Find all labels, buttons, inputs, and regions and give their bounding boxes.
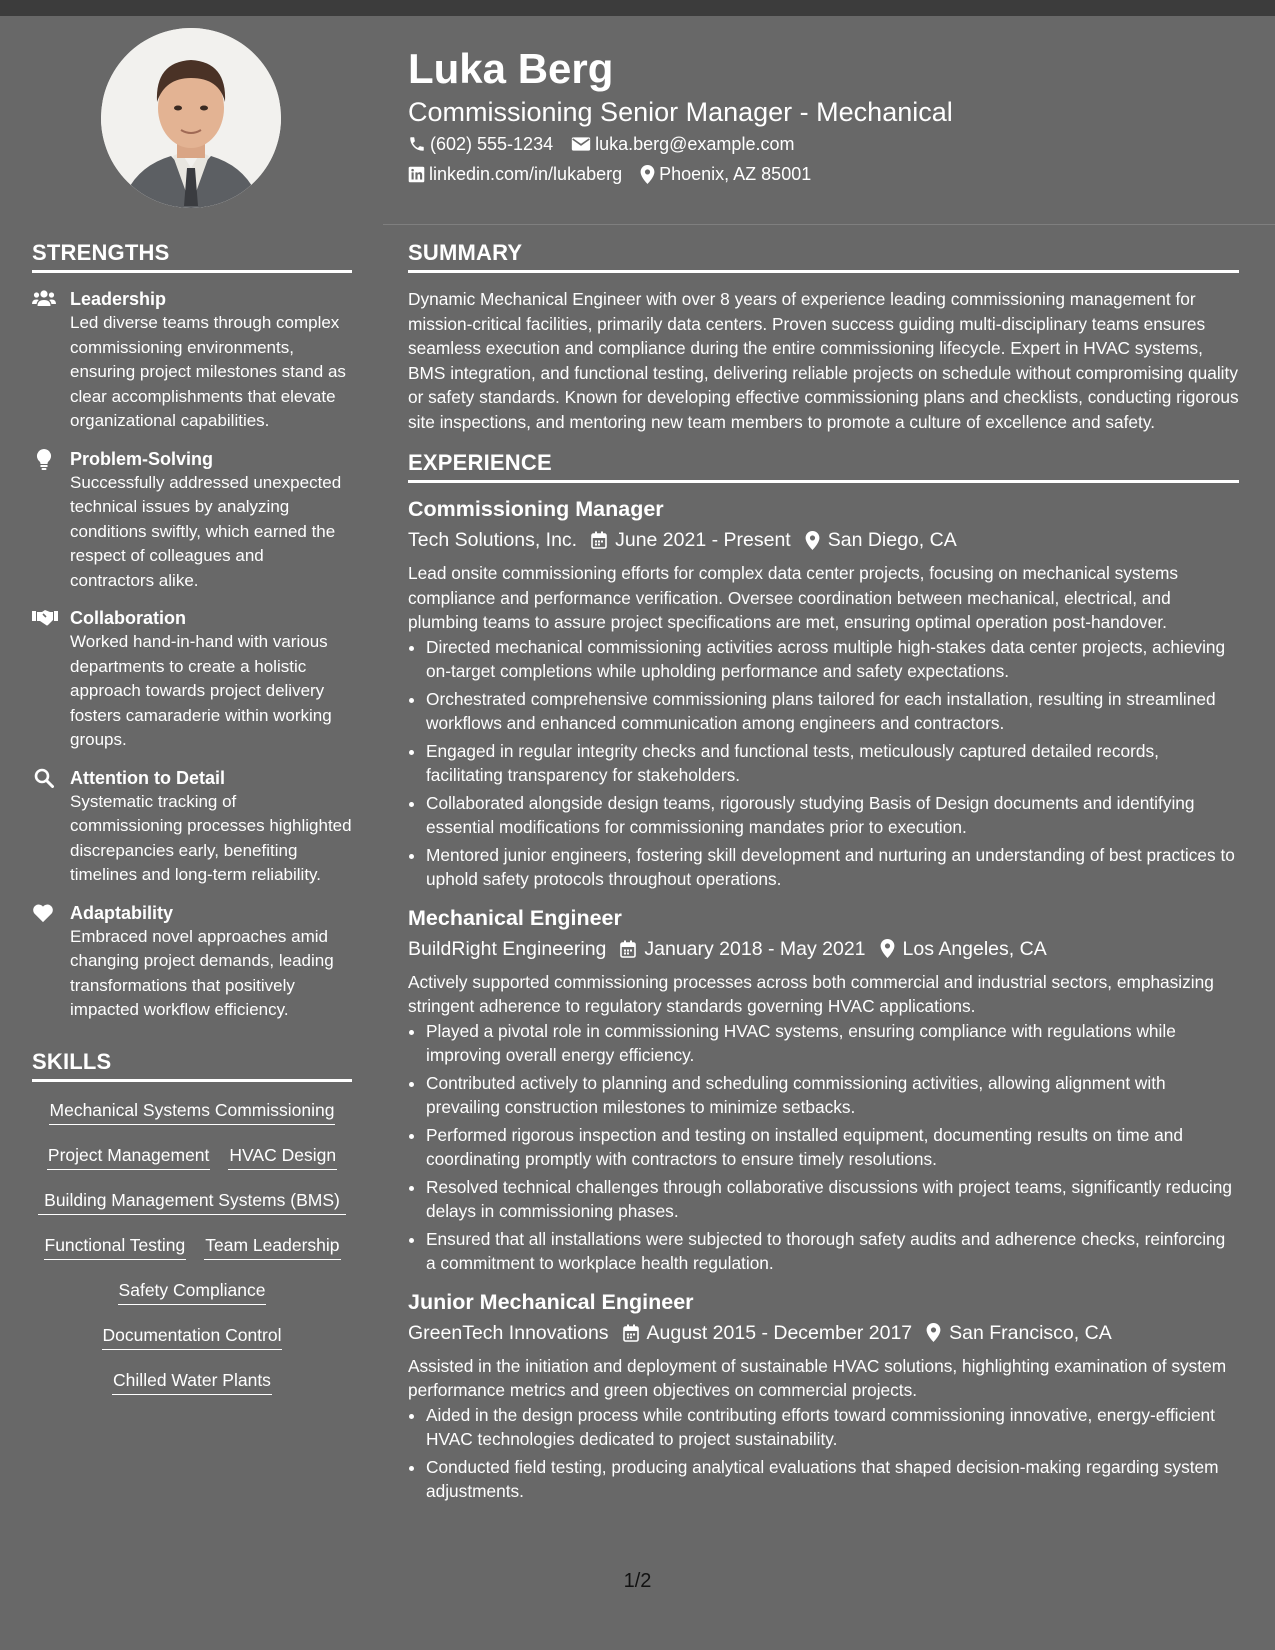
strength-desc: Successfully addressed unexpected technical issues by analyzing conditions swiftly, which earned the respect of colleagues and contractors alike.	[70, 472, 342, 590]
header-divider	[383, 224, 1275, 225]
summary-heading: SUMMARY	[408, 240, 1239, 273]
list-item: • Played a pivotal role in commissioning HVAC systems, ensuring compliance with regulations while improving overall energy efficiency.	[426, 1019, 1239, 1068]
strength-item	[32, 447, 352, 594]
strength-desc: Embraced novel approaches amid changing project demands, leading transformations that positively impacted workflow efficiency.	[70, 926, 334, 1019]
map-pin-icon	[926, 1323, 941, 1342]
job-dates: August 2015 - December 2017	[646, 1321, 913, 1344]
job-bullets	[408, 1403, 1239, 1504]
job-role: Commissioning Manager	[408, 497, 664, 521]
contact-row-2	[408, 162, 829, 186]
job-meta	[408, 934, 1239, 964]
job-description: Assisted in the initiation and deployment of sustainable HVAC solutions, highlighting examination of system performance metrics and green objectives on commercial projects.	[408, 1355, 1227, 1400]
skill-tag: Team Leadership	[204, 1233, 340, 1260]
list-item: • Aided in the design process while contributing efforts toward commissioning innovative, energy-efficient HVAC technologies dedicated to project sustainability.	[426, 1403, 1239, 1452]
job-location: Los Angeles, CA	[902, 937, 1047, 960]
job-company: BuildRight Engineering	[408, 937, 607, 960]
job-location: San Francisco, CA	[949, 1321, 1112, 1344]
location-contact	[640, 162, 811, 186]
skill-tag: Functional Testing	[44, 1233, 187, 1260]
job-company: Tech Solutions, Inc.	[408, 529, 578, 551]
strength-item	[32, 901, 352, 1023]
skill-tag: Documentation Control	[102, 1323, 283, 1350]
job-location: San Diego, CA	[827, 529, 957, 551]
linkedin-icon	[408, 166, 425, 183]
job-description: Actively supported commissioning processes across both commercial and industrial sectors, emphasizing stringent adherence to regulatory standards governing HVAC applications.	[408, 971, 1214, 1016]
strength-item	[32, 606, 352, 753]
job-meta	[408, 1318, 1239, 1348]
job-description: Lead onsite commissioning efforts for complex data center projects, focusing on mechanical systems compliance and performance verification. Oversee coordination between mechanical, electrical, and plumbing teams to assure project specifications are met, ensuring optimal operation post-handover.	[408, 563, 1179, 632]
skill-tag: Building Management Systems (BMS)	[38, 1188, 346, 1215]
job-title: Commissioning Senior Manager - Mechanical	[408, 97, 953, 127]
map-pin-icon	[880, 939, 895, 958]
skills-list	[32, 1098, 352, 1395]
linkedin-text[interactable]: linkedin.com/in/lukaberg	[429, 164, 623, 184]
contact-row-1	[408, 132, 812, 156]
email-contact[interactable]	[571, 132, 794, 156]
list-item: • Directed mechanical commissioning activities across multiple high-stakes data center projects, achieving on-target completions while upholding performance and safety expectations.	[426, 635, 1239, 684]
linkedin-contact[interactable]	[408, 162, 622, 186]
list-item: • Engaged in regular integrity checks and functional tests, meticulously captured detailed records, facilitating transparency for stakeholders.	[426, 739, 1239, 788]
phone-contact	[408, 132, 553, 156]
candidate-name: Luka Berg	[408, 45, 614, 92]
strength-title: Problem-Solving	[70, 448, 214, 469]
map-pin-icon	[640, 165, 655, 184]
strength-title: Leadership	[70, 289, 167, 309]
job-role: Mechanical Engineer	[408, 905, 622, 930]
list-item: • Orchestrated comprehensive commissioning plans tailored for each installation, resulting in streamlined workflows and enhanced communication among engineers and contractors.	[426, 687, 1239, 736]
calendar-icon	[623, 1324, 639, 1342]
job-entry	[408, 1288, 1239, 1504]
top-bar	[0, 0, 1275, 16]
list-item: • Collaborated alongside design teams, rigorously studying Basis of Design documents and identifying essential modifications for commissioning mandates prior to execution.	[426, 791, 1239, 840]
strength-desc: Systematic tracking of commissioning processes highlighted discrepancies early, benefiting timelines and long-term reliability.	[70, 791, 352, 884]
page-number: 1/2	[623, 1570, 652, 1592]
phone-icon	[408, 135, 426, 153]
strength-desc: Led diverse teams through complex commissioning environments, ensuring project milestones stand as clear accomplishments that elevate organizational capabilities.	[70, 313, 346, 430]
envelope-icon	[571, 136, 591, 152]
skill-tag: HVAC Design	[228, 1143, 337, 1170]
right-column	[408, 240, 1239, 1516]
profile-photo	[101, 28, 281, 208]
lightbulb-icon	[34, 449, 54, 471]
job-dates: January 2018 - May 2021	[644, 937, 866, 960]
location-text: Phoenix, AZ 85001	[659, 164, 812, 184]
strength-item	[32, 766, 352, 888]
job-dates: June 2021 - Present	[615, 529, 791, 551]
strength-item	[32, 287, 352, 434]
skill-tag: Mechanical Systems Commissioning	[49, 1098, 336, 1125]
calendar-icon	[620, 940, 636, 958]
strength-title: Attention to Detail	[70, 767, 225, 788]
email-text[interactable]: luka.berg@example.com	[595, 134, 795, 154]
skill-tag: Safety Compliance	[118, 1278, 267, 1305]
skill-tag: Chilled Water Plants	[112, 1368, 272, 1395]
strength-title: Adaptability	[70, 902, 174, 923]
search-icon	[34, 768, 54, 788]
list-item: • Mentored junior engineers, fostering skill development and nurturing an understanding of best practices to uphold safety protocols throughout operations.	[426, 843, 1239, 892]
calendar-icon	[591, 531, 607, 549]
job-entry	[408, 904, 1239, 1276]
skills-heading: SKILLS	[32, 1049, 352, 1082]
map-pin-icon	[805, 531, 820, 550]
heart-icon	[32, 903, 54, 923]
summary-text: Dynamic Mechanical Engineer with over 8 years of experience leading commissioning management for mission-critical facilities, primarily data centers. Proven success guiding multi-disciplinary teams ensures seamless execution and compliance during the entire commissioning lifecycle. Expert in HVAC systems, BMS integration, and functional testing, delivering reliable projects on schedule without compromising quality or safety standards. Known for developing effective commissioning plans and checklists, conducting rigorous site inspections, and mentoring new team members to promote a culture of excellence and safety.	[408, 289, 1239, 432]
job-company: GreenTech Innovations	[408, 1321, 609, 1344]
job-meta	[408, 525, 1239, 555]
strengths-heading: STRENGTHS	[32, 240, 352, 273]
job-bullets	[408, 1019, 1239, 1276]
job-entry	[408, 495, 1239, 892]
left-column	[32, 240, 352, 1395]
handshake-icon	[32, 608, 58, 626]
phone-text: (602) 555-1234	[430, 134, 554, 154]
job-bullets	[408, 635, 1239, 892]
list-item: • Performed rigorous inspection and testing on installed equipment, documenting results on time and coordinating promptly with contractors to ensure timely resolutions.	[426, 1123, 1239, 1172]
list-item: • Conducted field testing, producing analytical evaluations that shaped decision-making regarding system adjustments.	[426, 1455, 1239, 1504]
experience-heading: EXPERIENCE	[408, 450, 1239, 483]
job-role: Junior Mechanical Engineer	[408, 1289, 694, 1314]
strength-title: Collaboration	[70, 608, 186, 628]
users-icon	[32, 289, 56, 307]
list-item: • Ensured that all installations were subjected to thorough safety audits and adherence checks, reinforcing a commitment to workplace health regulation.	[426, 1227, 1239, 1276]
strength-desc: Worked hand-in-hand with various departments to create a holistic approach towards project delivery fosters camaraderie within working groups.	[70, 632, 332, 749]
skill-tag: Project Management	[47, 1143, 210, 1170]
list-item: • Contributed actively to planning and scheduling commissioning activities, allowing alignment with prevailing construction milestones to minimize setbacks.	[426, 1071, 1239, 1120]
list-item: • Resolved technical challenges through collaborative discussions with project teams, significantly reducing delays in commissioning phases.	[426, 1175, 1239, 1224]
